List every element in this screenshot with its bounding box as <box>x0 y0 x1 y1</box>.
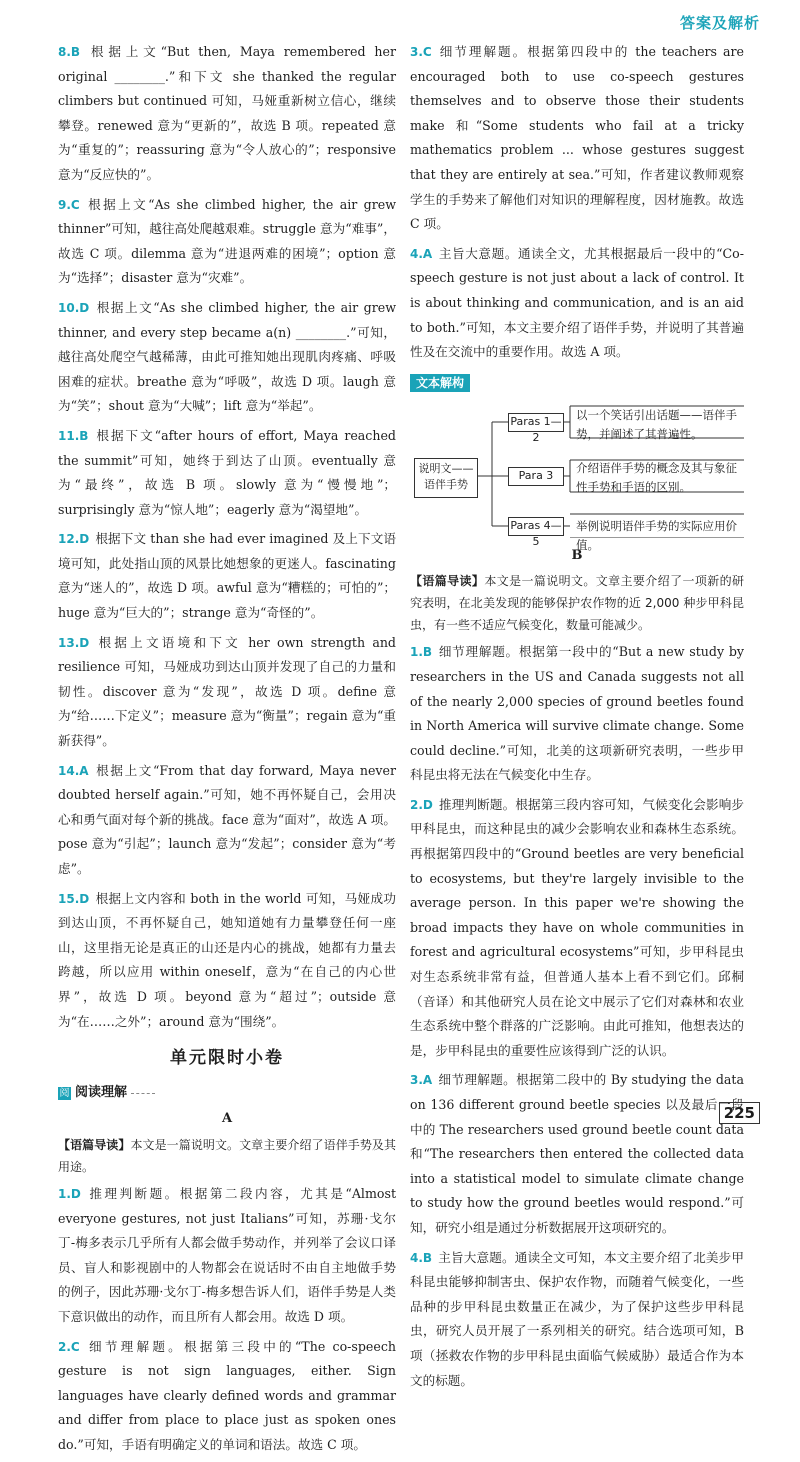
cloze-answer-list <box>58 40 396 1034</box>
answer-item <box>410 242 744 365</box>
answer-item <box>410 640 744 788</box>
question-number: 12. <box>58 532 80 547</box>
answer-item <box>410 1068 744 1240</box>
explanation-text: 根据上文“From that day forward, Maya never doubted herself again.”可知，她不再怀疑自己，会用决心和勇气面对每个新的挑战。face 意为“面对”，故选 A 项。pose 意为“引起”；launch 意为“发起”；consider 意为“考虑”。 <box>58 762 396 876</box>
question-number: 13. <box>58 635 80 650</box>
guide-tag: 【语篇导读】 <box>58 1137 131 1152</box>
passage-b-letter: B <box>571 547 583 563</box>
answer-item <box>58 527 396 625</box>
reading-label: 阅读理解 <box>75 1084 128 1100</box>
answer-item <box>410 40 744 237</box>
question-number: 1. <box>58 1186 71 1201</box>
guide-text: 本文是一篇说明文。文章主要介绍了语伴手势及其用途。 <box>58 1137 396 1174</box>
answer-item <box>58 1182 396 1330</box>
question-number: 14. <box>58 763 80 778</box>
question-number: 10. <box>58 300 80 315</box>
answer-letter: C <box>422 45 432 59</box>
answer-letter: A <box>79 763 89 778</box>
explanation-text: 细节理解题。根据第二段中的 By studying the data on 136 different ground beetle species 以及最后一段中的 The researchers used ground beetle count data 和“The researchers then entered the collected data into a statistical model to simulate climate change to study how the ground beetles would respond.”可知，研究小组是通过分析数据展开这项研究的。 <box>410 1072 744 1235</box>
book-icon: 阅 <box>59 1087 70 1099</box>
question-number: 3. <box>410 45 423 59</box>
answer-letter: D <box>422 797 433 812</box>
diagram-desc: 介绍语伴手势的概念及其与象征性手势和手语的区别。 <box>576 460 737 494</box>
diagram-para-box: Paras 4—5 <box>508 517 564 536</box>
header-answer-tag: 答案及解析 <box>679 14 760 32</box>
answer-item <box>58 1335 396 1458</box>
explanation-text: 根据上文语境和下文 her own strength and resilience 可知，马娅成功到达山顶并发现了自己的力量和韧性。discover 意为“发现”，故选 D 项。define 意为“给……下定义”；measure 意为“衡量”；regain 意为“重新获得”。 <box>58 634 396 749</box>
question-number: 3. <box>410 1073 423 1088</box>
explanation-text: 细节理解题。根据第四段中的 the teachers are encouraged both to use co-speech gestures themselves and to observe those their students make 和“Some students who fail at a tricky mathematics problem ... whose gestures suggest that they are entirely at sea.”可知，作者建议教师观察学生的手势来了解他们对知识的理解程度，因材施教。故选 C 项。 <box>410 44 744 232</box>
question-number: 15. <box>58 891 80 906</box>
answer-item <box>58 631 396 754</box>
answer-letter: D <box>79 891 90 906</box>
passage-b-guide <box>410 570 744 636</box>
explanation-text: 根据上文“As she climbed higher, the air grew thinner, and every step became a(n) ________.”可知，越往高处爬空气越稀薄，由此可推知她出现肌肉疼痛、呼吸困难的症状。breathe 意为“呼吸”，故选 D 项。laugh 意为“笑”；shout 意为“大喊”；lift 意为“举起”。 <box>58 299 396 414</box>
answer-letter: C <box>70 197 80 212</box>
explanation-text: 根据下文“after hours of effort, Maya reached the summit”可知，她终于到达了山顶。eventually 意为“最终”，故选 B 项。slowly 意为“慢慢地”；surprisingly 意为“惊人地”；eagerly 意为“渴望地”。 <box>58 427 396 517</box>
answer-letter: D <box>79 532 90 547</box>
question-number: 4. <box>410 1250 423 1265</box>
passage-a-guide <box>58 1134 396 1178</box>
text-structure-diagram <box>410 398 744 552</box>
reading-heading <box>58 1081 396 1106</box>
answer-item <box>410 793 744 1064</box>
answer-letter: B <box>422 645 433 660</box>
passage-a-letter: A <box>221 1111 233 1127</box>
question-number: 2. <box>58 1339 71 1354</box>
passage-a-answer-list <box>58 1182 396 1458</box>
explanation-text: 主旨大意题。通读全文，尤其根据最后一段中的“Co-speech gesture is not just about a lack of control. It is about thinking and communication, and is an aid to both.”可知，本文主要介绍了语伴手势，并说明了其普遍性及在交流中的重要作用。故选 A 项。 <box>410 245 744 360</box>
answer-item <box>58 296 396 419</box>
guide-text: 本文是一篇说明文。文章主要介绍了一项新的研究表明，在北美发现的能够保护农作物的近 2,000 种步甲科昆虫，有一些不适应气候变化，数量可能减少。 <box>410 574 744 633</box>
diagram-desc: 举例说明语伴手势的实际应用价值。 <box>576 518 737 552</box>
answer-letter: D <box>79 300 90 315</box>
question-number: 4. <box>410 246 423 261</box>
diagram-para-box: Para 3 <box>508 467 564 486</box>
answer-item <box>58 193 396 291</box>
explanation-text: 根据上文“But then, Maya remembered her original ________.”和下文 she thanked the regular climbers but continued 可知，马娅重新树立信心，继续攀登。renewed 意为“更新的”，故选 B 项。repeated 意为“重复的”；reassuring 意为“令人放心的”；responsive 意为“反应快的”。 <box>58 44 396 182</box>
explanation-text: 主旨大意题。通读全文可知，本文主要介绍了北美步甲科昆虫能够抑制害虫、保护农作物，而随着气候变化，一些品种的步甲科昆虫数量正在减少，为了保护这些步甲科昆虫，研究人员开展了一系列相关的研究。结合选项可知，B 项（拯救农作物的步甲科昆虫面临气候威胁）最适合作为本文的标题。 <box>410 1249 744 1388</box>
explanation-text: 推理判断题。根据第二段内容，尤其是“Almost everyone gestures, not just Italians”可知，苏珊·戈尔丁-梅多表示几乎所有人都会做手势动作，并列举了会议口译员、盲人和影视剧中的人物都会在说话时不由自主地做手势的例子，因此苏珊·戈尔丁-梅多想告诉人们，语伴手势是人类下意识做出的动作，而且所有人都会用。故选 D 项。 <box>58 1185 396 1324</box>
explanation-text: 根据上文内容和 both in the world 可知，马娅成功到达山顶，不再怀疑自己，她知道她有力量攀登任何一座山，这里指无论是真正的山还是内心的挑战，她都有力量去跨越，所以应用 within oneself，意为“在自己的内心世界”，故选 D 项。beyond 意为“超过”；outside 意为“在……之外”；around 意为“围绕”。 <box>58 890 396 1029</box>
diagram-root-box: 说明文——语伴手势 <box>414 458 478 498</box>
answer-letter: A <box>422 246 433 261</box>
diagram-para-box: Paras 1—2 <box>508 413 564 432</box>
page-number: 225 <box>719 1102 760 1124</box>
answer-item <box>410 1246 744 1394</box>
answer-letter: D <box>70 1186 81 1201</box>
answer-letter: B <box>70 45 81 59</box>
explanation-text: 根据下文 than she had ever imagined 及上下文语境可知，此处指山顶的风景比她想象的更迷人。fascinating 意为“迷人的”，故选 D 项。awful 意为“糟糕的；可怕的”；huge 意为“巨大的”；strange 意为“奇怪的”。 <box>58 531 396 621</box>
answer-letter: C <box>70 1339 80 1354</box>
answer-letter: A <box>422 1073 433 1088</box>
right-column <box>410 40 744 1398</box>
answer-item <box>58 759 396 882</box>
answer-letter: D <box>79 635 90 650</box>
question-number: 1. <box>410 645 423 660</box>
answer-letter: B <box>422 1250 433 1265</box>
passage-a-answer-list-continued <box>410 40 744 365</box>
answer-item <box>58 424 396 522</box>
passage-b-answer-list <box>410 640 744 1393</box>
diagram-desc: 以一个笑话引出话题——语伴手势，并阐述了其普遍性。 <box>576 407 737 441</box>
text-structure-badge: 文本解构 <box>410 374 470 392</box>
left-column <box>58 40 396 1462</box>
question-number: 8. <box>58 45 71 59</box>
question-number: 11. <box>58 428 80 443</box>
divider <box>131 1093 155 1094</box>
explanation-text: 推理判断题。根据第三段内容可知，气候变化会影响步甲科昆虫，而这种昆虫的减少会影响农业和森林生态系统。再根据第四段中的“Ground beetles are very beneficial to ecosystems, but they're largely invisible to the average person. In this paper we're showing the broad impacts they have on whole communities in forest and agricultural ecosystems”可知，步甲科昆虫对生态系统非常有益，但普通人基本上看不到它们。邱桐（音译）和其他研究人员在论文中展示了它们对森林和农业生态系统中整个群落的广泛影响。由此可推知，他想表达的是，步甲科昆虫的重要性应该得到广泛的认识。 <box>410 796 744 1058</box>
answer-item <box>58 40 396 188</box>
section-title: 单元限时小卷 <box>170 1048 284 1069</box>
explanation-text: 细节理解题。根据第三段中的“The co-speech gesture is not sign languages, either. Sign languages have clearly defined words and grammar and differ from place to place just as spoken ones do.”可知，手语有明确定义的单词和语法。故选 C 项。 <box>58 1338 396 1452</box>
answer-item <box>58 887 396 1035</box>
question-number: 2. <box>410 797 423 812</box>
answer-letter: B <box>79 428 89 443</box>
explanation-text: 细节理解题。根据第一段中的“But a new study by researchers in the US and Canada suggests not all of the nearly 2,000 species of ground beetles found in North America will survive climate change. Some could decline.”可知，北美的这项新研究表明，一些步甲科昆虫将无法在气候变化中生存。 <box>410 644 744 783</box>
explanation-text: 根据上文“As she climbed higher, the air grew thinner”可知，越往高处爬越艰难。struggle 意为“难事”，故选 C 项。dilemma 意为“进退两难的困境”；option 意为“选择”；disaster 意为“灾难”。 <box>58 196 396 286</box>
guide-tag: 【语篇导读】 <box>410 574 485 589</box>
question-number: 9. <box>58 197 71 212</box>
